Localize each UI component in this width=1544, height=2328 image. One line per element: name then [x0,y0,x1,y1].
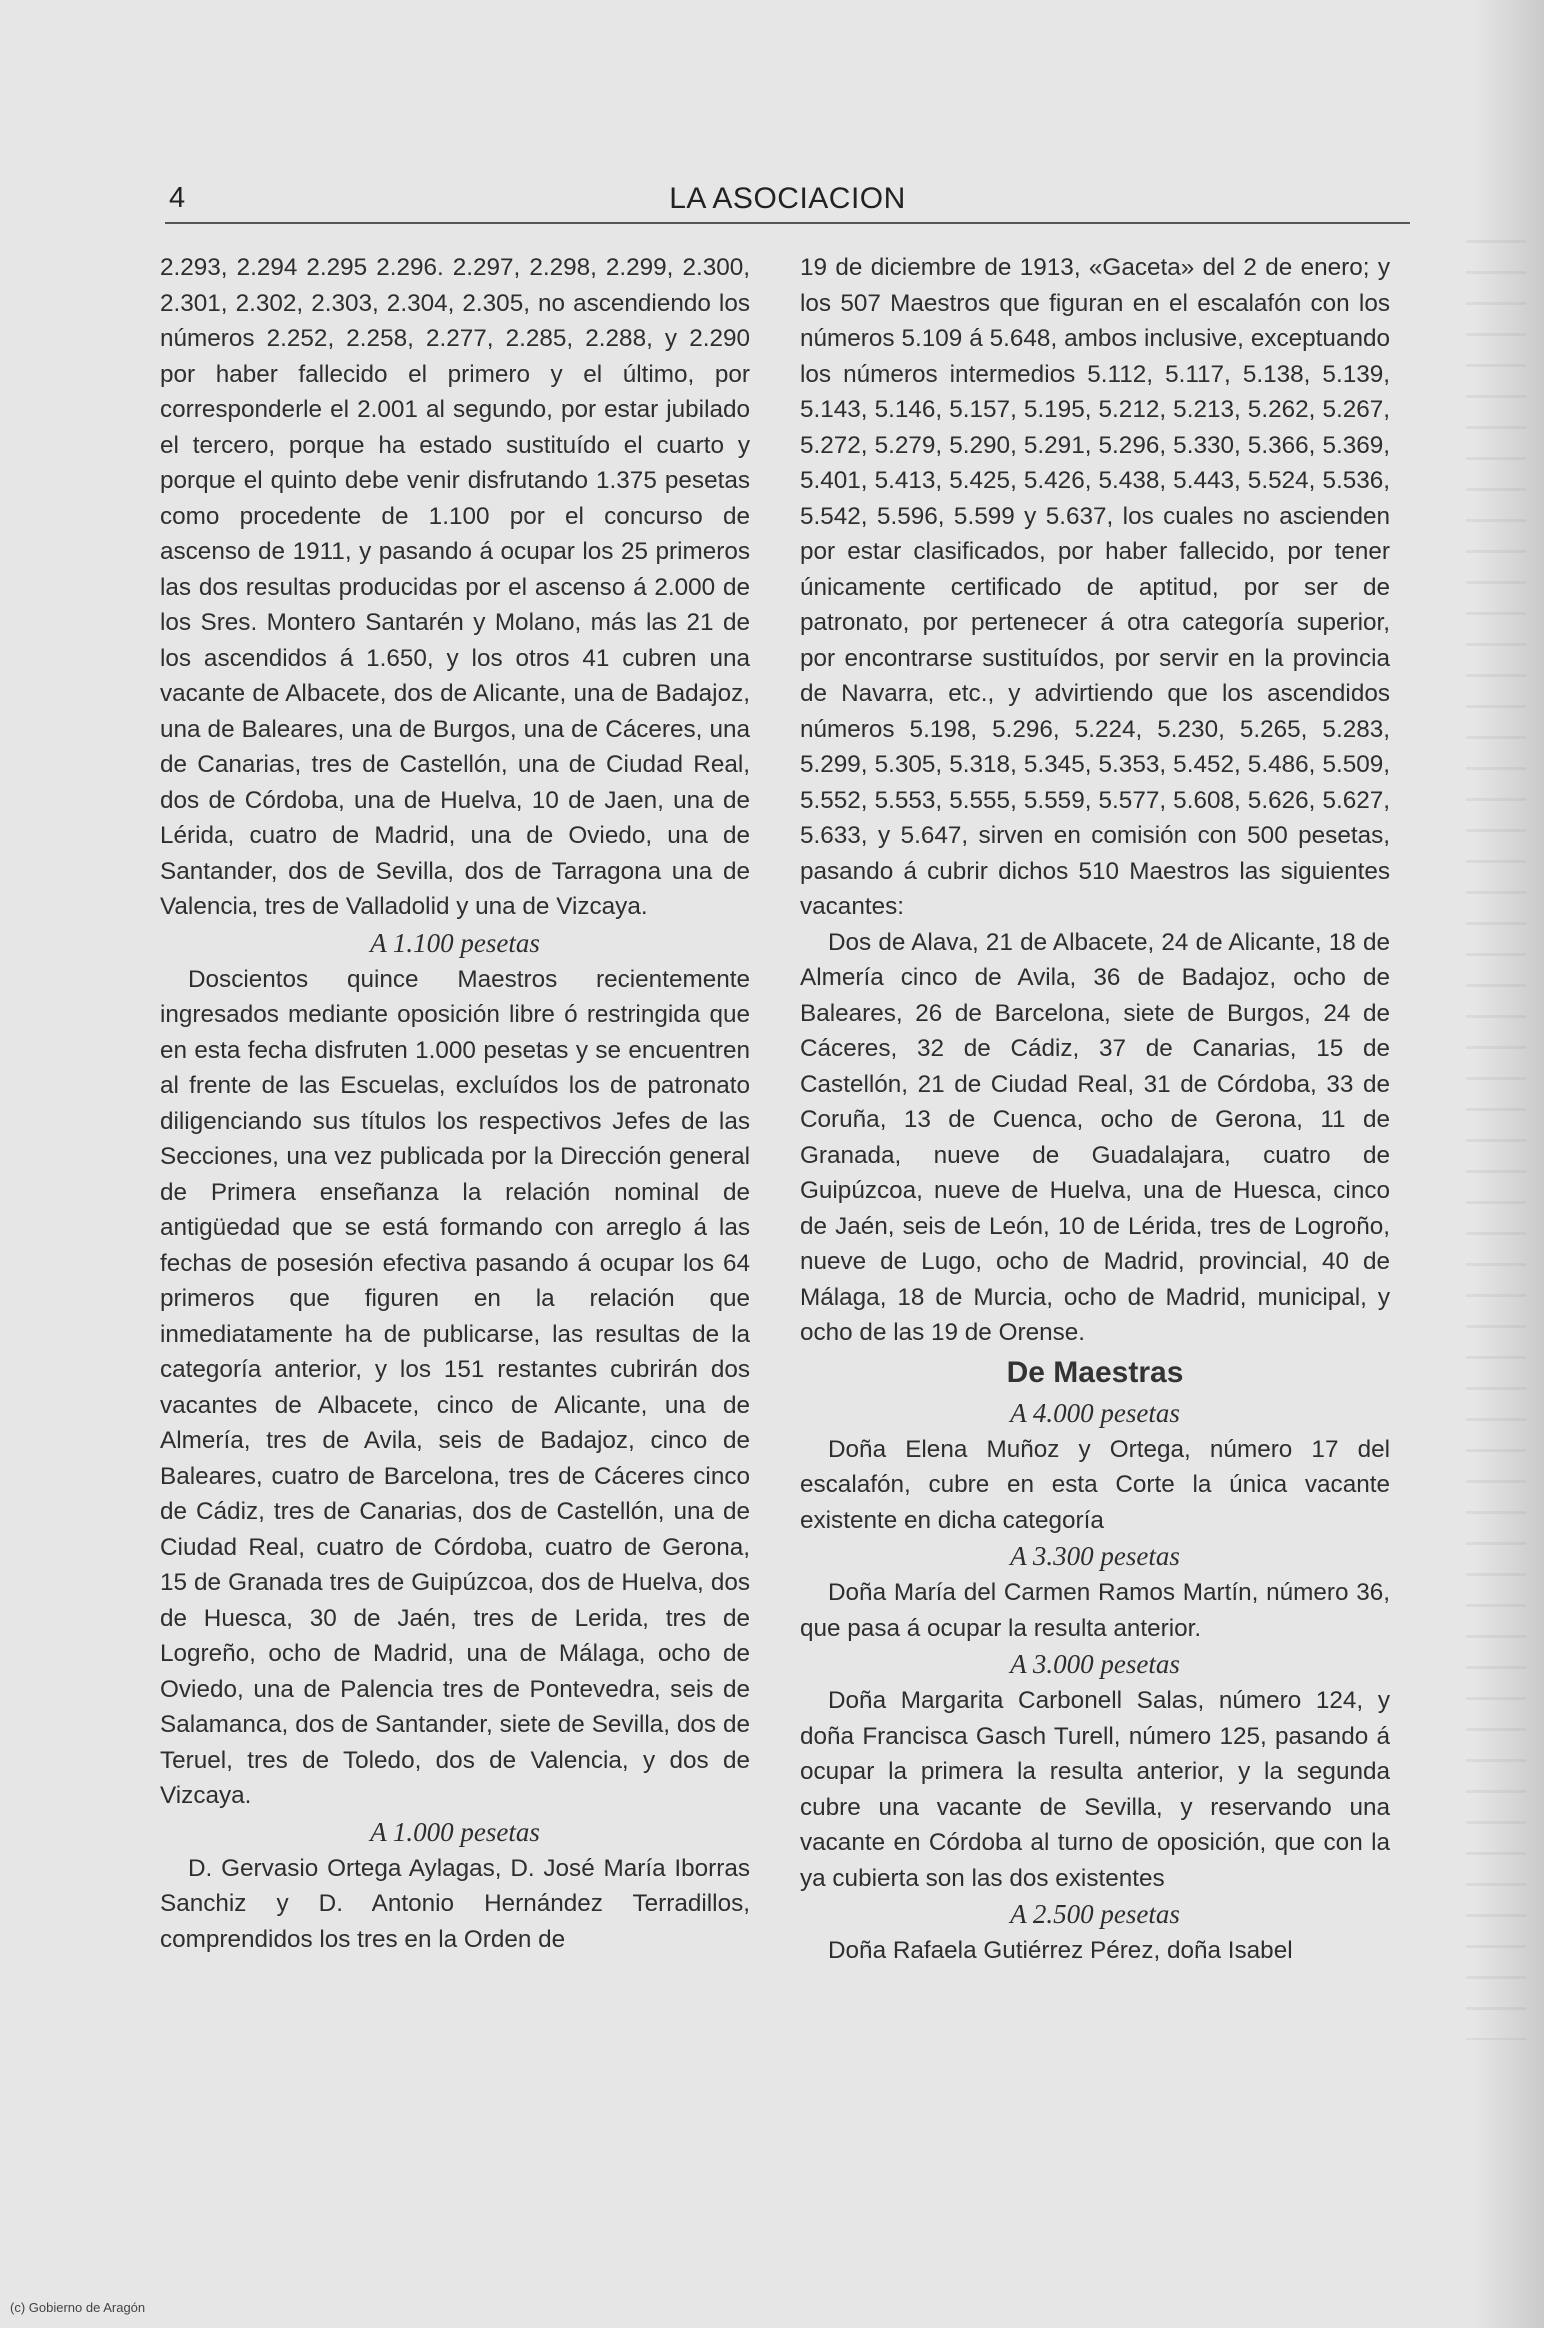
header-rule [165,222,1410,224]
paragraph: Dos de Alava, 21 de Albacete, 24 de Alicante, 18 de Almería cinco de Avila, 36 de Badajoz, ocho de Baleares, 26 de Barcelona, siete de Burgos, 24 de Cáceres, 32 de Cádiz, 37 de Canarias, 15 de Castellón, 21 de Ciudad Real, 31 de Córdoba, 33 de Coruña, 13 de Cuenca, ocho de Gerona, 11 de Granada, nueve de Guadalajara, cuatro de Guipúzcoa, nueve de Huelva, una de Huesca, cinco de Jaén, seis de León, 10 de Lérida, tres de Logroño, nueve de Lugo, ocho de Madrid, provincial, 40 de Málaga, 18 de Murcia, ocho de Madrid, municipal, y ocho de las 19 de Orense. [800,928,1390,1346]
paragraph: Doscientos quince Maestros recientemente ingresados mediante oposición libre ó restringida que en esta fecha disfruten 1.000 pesetas y se encuentren al frente de las Escuelas, excluídos los de patronato diligenciando sus títulos los respectivos Jefes de las Secciones, una vez publicada por la Dirección general de Primera enseñanza la relación nominal de antigüedad que se está formando con arreglo á las fechas de posesión efectiva pasando á ocupar los 64 primeros que figuren en la relación que inmediatamente ha de publicarse, las resultas de la categoría anterior, y los 151 restantes cubrirán dos vacantes de Albacete, cinco de Alicante, una de Almería, tres de Avila, seis de Badajoz, cinco de Baleares, cuatro de Barcelona, tres de Cáceres cinco de Cádiz, tres de Canarias, dos de Castellón, una de Ciudad Real, cuatro de Córdoba, cuatro de Gerona, 15 de Granada tres de Guipúzcoa, dos de Huelva, dos de Huesca, 30 de Jaén, tres de Lerida, tres de Logreño, ocho de Madrid, una de Málaga, ocho de Oviedo, una de Palencia tres de Pontevedra, seis de Salamanca, dos de Santander, siete de Sevilla, dos de Teruel, tres de Toledo, dos de Valencia, y dos de Vizcaya. [160,965,750,1809]
salary-subheading: A 3.000 pesetas [1010,1649,1180,1679]
bleed-through-text [1466,240,1526,2040]
page-header [165,178,1410,224]
paragraph: Doña María del Carmen Ramos Martín, número 36, que pasa á ocupar la resulta anterior. [800,1579,1390,1642]
paragraph: 19 de diciembre de 1913, «Gaceta» del 2 de enero; y los 507 Maestros que figuran en el escalafón con los números 5.109 á 5.648, ambos inclusive, exceptuando los números intermedios 5.112, 5.117, 5.138, 5.139, 5.143, 5.146, 5.157, 5.195, 5.212, 5.213, 5.262, 5.267, 5.272, 5.279, 5.290, 5.291, 5.296, 5.330, 5.366, 5.369, 5.401, 5.413, 5.425, 5.426, 5.438, 5.443, 5.524, 5.536, 5.542, 5.596, 5.599 y 5.637, los cuales no ascienden por estar clasificados, por haber fallecido, por tener únicamente certificado de aptitud, por ser de patronato, por pertenecer á otra categoría superior, por encontrarse sustituídos, por servir en la provincia de Navarra, etc., y advirtiendo que los ascendidos números 5.198, 5.296, 5.224, 5.230, 5.265, 5.283, 5.299, 5.305, 5.318, 5.345, 5.353, 5.452, 5.486, 5.509, 5.552, 5.553, 5.555, 5.559, 5.577, 5.608, 5.626, 5.627, 5.633, y 5.647, sirven en comisión con 500 pesetas, pasando á cubrir dichos 510 Maestros las siguientes vacantes: [800,254,1390,920]
paragraph: 2.293, 2.294 2.295 2.296. 2.297, 2.298, 2.299, 2.300, 2.301, 2.302, 2.303, 2.304, 2.305, no ascendiendo los números 2.252, 2.258, 2.277, 2.285, 2.288, y 2.290 por haber fallecido el primero y el último, por corresponderle el 2.001 al segundo, por estar jubilado el tercero, porque ha estado sustituído el cuarto y porque el quinto debe venir disfrutando 1.375 pesetas como procedente de 1.100 por el concurso de ascenso de 1911, y pasando á ocupar los 25 primeros las dos resultas producidas por el ascenso á 2.000 de los Sres. Montero Santarén y Molano, más las 21 de los ascendidos á 1.650, y los otros 41 cubren una vacante de Albacete, dos de Alicante, una de Badajoz, una de Baleares, una de Burgos, una de Cáceres, una de Canarias, tres de Castellón, una de Ciudad Real, dos de Córdoba, una de Huelva, 10 de Jaen, una de Lérida, cuatro de Madrid, una de Oviedo, una de Santander, dos de Sevilla, dos de Tarragona una de Valencia, tres de Valladolid y una de Vizcaya. [160,254,750,920]
paragraph: Doña Rafaela Gutiérrez Pérez, doña Isabel [828,1937,1293,1964]
page-number: 4 [169,182,186,214]
copyright-notice: (c) Gobierno de Aragón [10,2300,146,2315]
right-column [800,250,1390,1969]
salary-subheading: A 1.000 pesetas [370,1816,540,1847]
salary-subheading: A 4.000 pesetas [1010,1397,1180,1428]
left-column [160,250,750,1957]
salary-subheading: A 1.100 pesetas [370,927,540,958]
paragraph: Doña Margarita Carbonell Salas, número 124, y doña Francisca Gasch Turell, número 125, pasando á ocupar la primera la resulta anterior, y la segunda cubre una vacante de Sevilla, y reservando una vacante en Córdoba al turno de oposición, que con la ya cubierta son las dos existentes [800,1687,1390,1892]
section-heading: De Maestras [1006,1355,1184,1389]
running-title: LA ASOCIACION [669,182,906,215]
salary-subheading: A 2.500 pesetas [1010,1899,1180,1929]
salary-subheading: A 3.300 pesetas [1010,1541,1180,1571]
paragraph: Doña Elena Muñoz y Ortega, número 17 del escalafón, cubre en esta Corte la única vacante existente en dicha categoría [800,1435,1390,1534]
paragraph: D. Gervasio Ortega Aylagas, D. José María Iborras Sanchiz y D. Antonio Hernández Terradillos, comprendidos los tres en la Orden de [160,1854,750,1953]
